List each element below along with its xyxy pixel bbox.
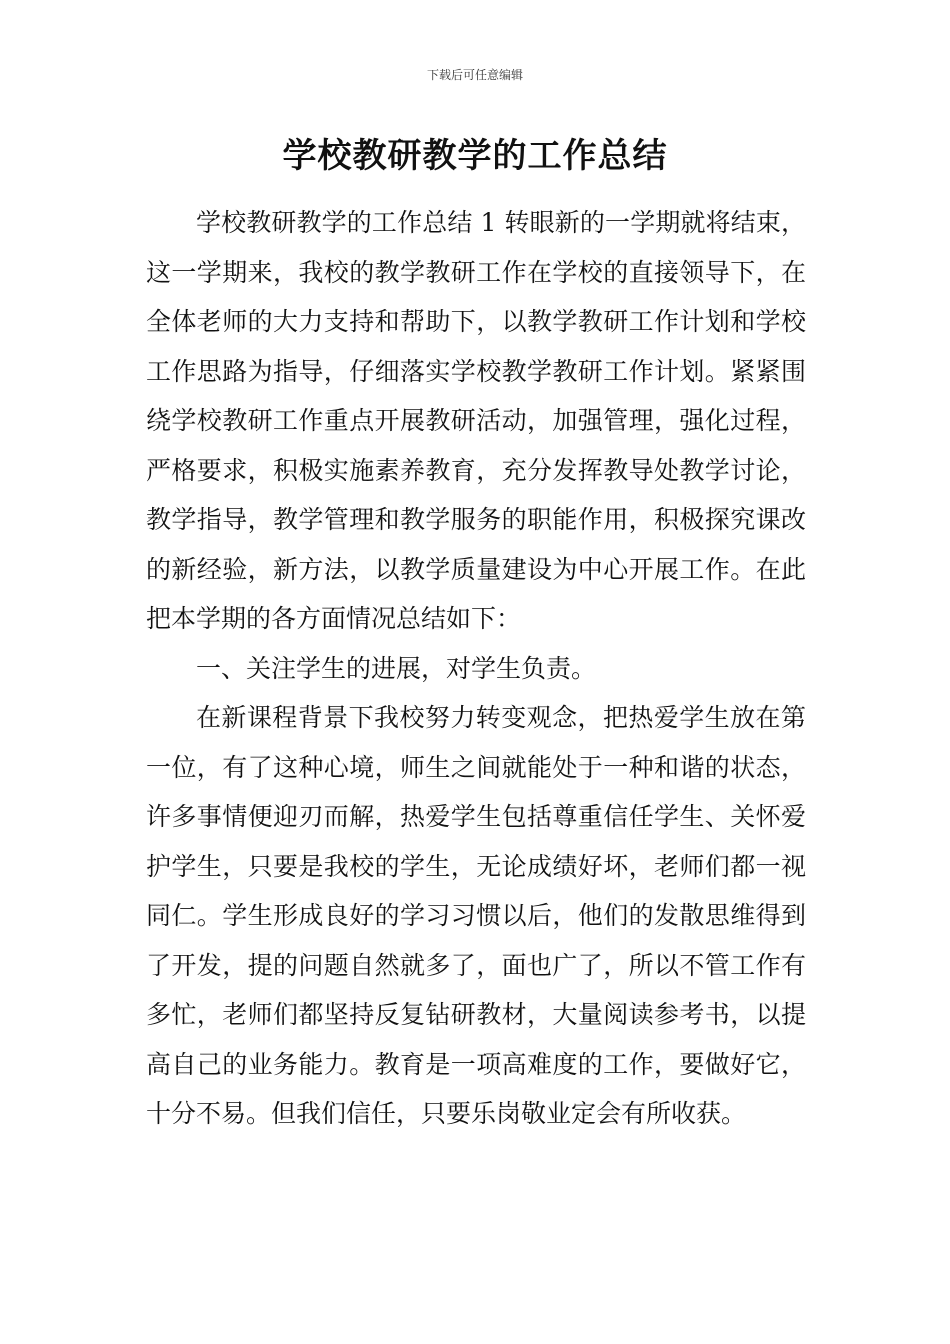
document-body bbox=[146, 198, 806, 1139]
section-heading-1: 一、关注学生的进展，对学生负责。 bbox=[196, 653, 597, 683]
paragraph-intro: 学校教研教学的工作总结 1 转眼新的一学期就将结束，这一学期来，我校的教学教研工作在学校的直接领导下，在全体老师的大力支持和帮助下，以教学教研工作计划和学校工作思路为指导，仔细落实学校教学教研工作计划。紧紧围绕学校教研工作重点开展教研活动，加强管理，强化过程，严格要求，积极实施素养教育，充分发挥教导处教学讨论，教学指导，教学管理和教学服务的职能作用，积极探究课改的新经验，新方法，以教学质量建设为中心开展工作。在此把本学期的各方面情况总结如下： bbox=[146, 208, 806, 633]
page-title: 学校教研教学的工作总结 bbox=[282, 136, 668, 176]
header-note: 下载后可任意编辑 bbox=[426, 68, 523, 82]
paragraph-section-1: 在新课程背景下我校努力转变观念，把热爱学生放在第一位，有了这种心境，师生之间就能处于一种和谐的状态，许多事情便迎刃而解，热爱学生包括尊重信任学生、关怀爱护学生，只要是我校的学生，无论成绩好坏，老师们都一视同仁。学生形成良好的学习习惯以后，他们的发散思维得到了开发，提的问题自然就多了，面也广了，所以不管工作有多忙，老师们都坚持反复钻研教材，大量阅读参考书，以提高自己的业务能力。教育是一项高难度的工作，要做好它，十分不易。但我们信任，只要乐岗敬业定会有所收获。 bbox=[146, 703, 806, 1128]
